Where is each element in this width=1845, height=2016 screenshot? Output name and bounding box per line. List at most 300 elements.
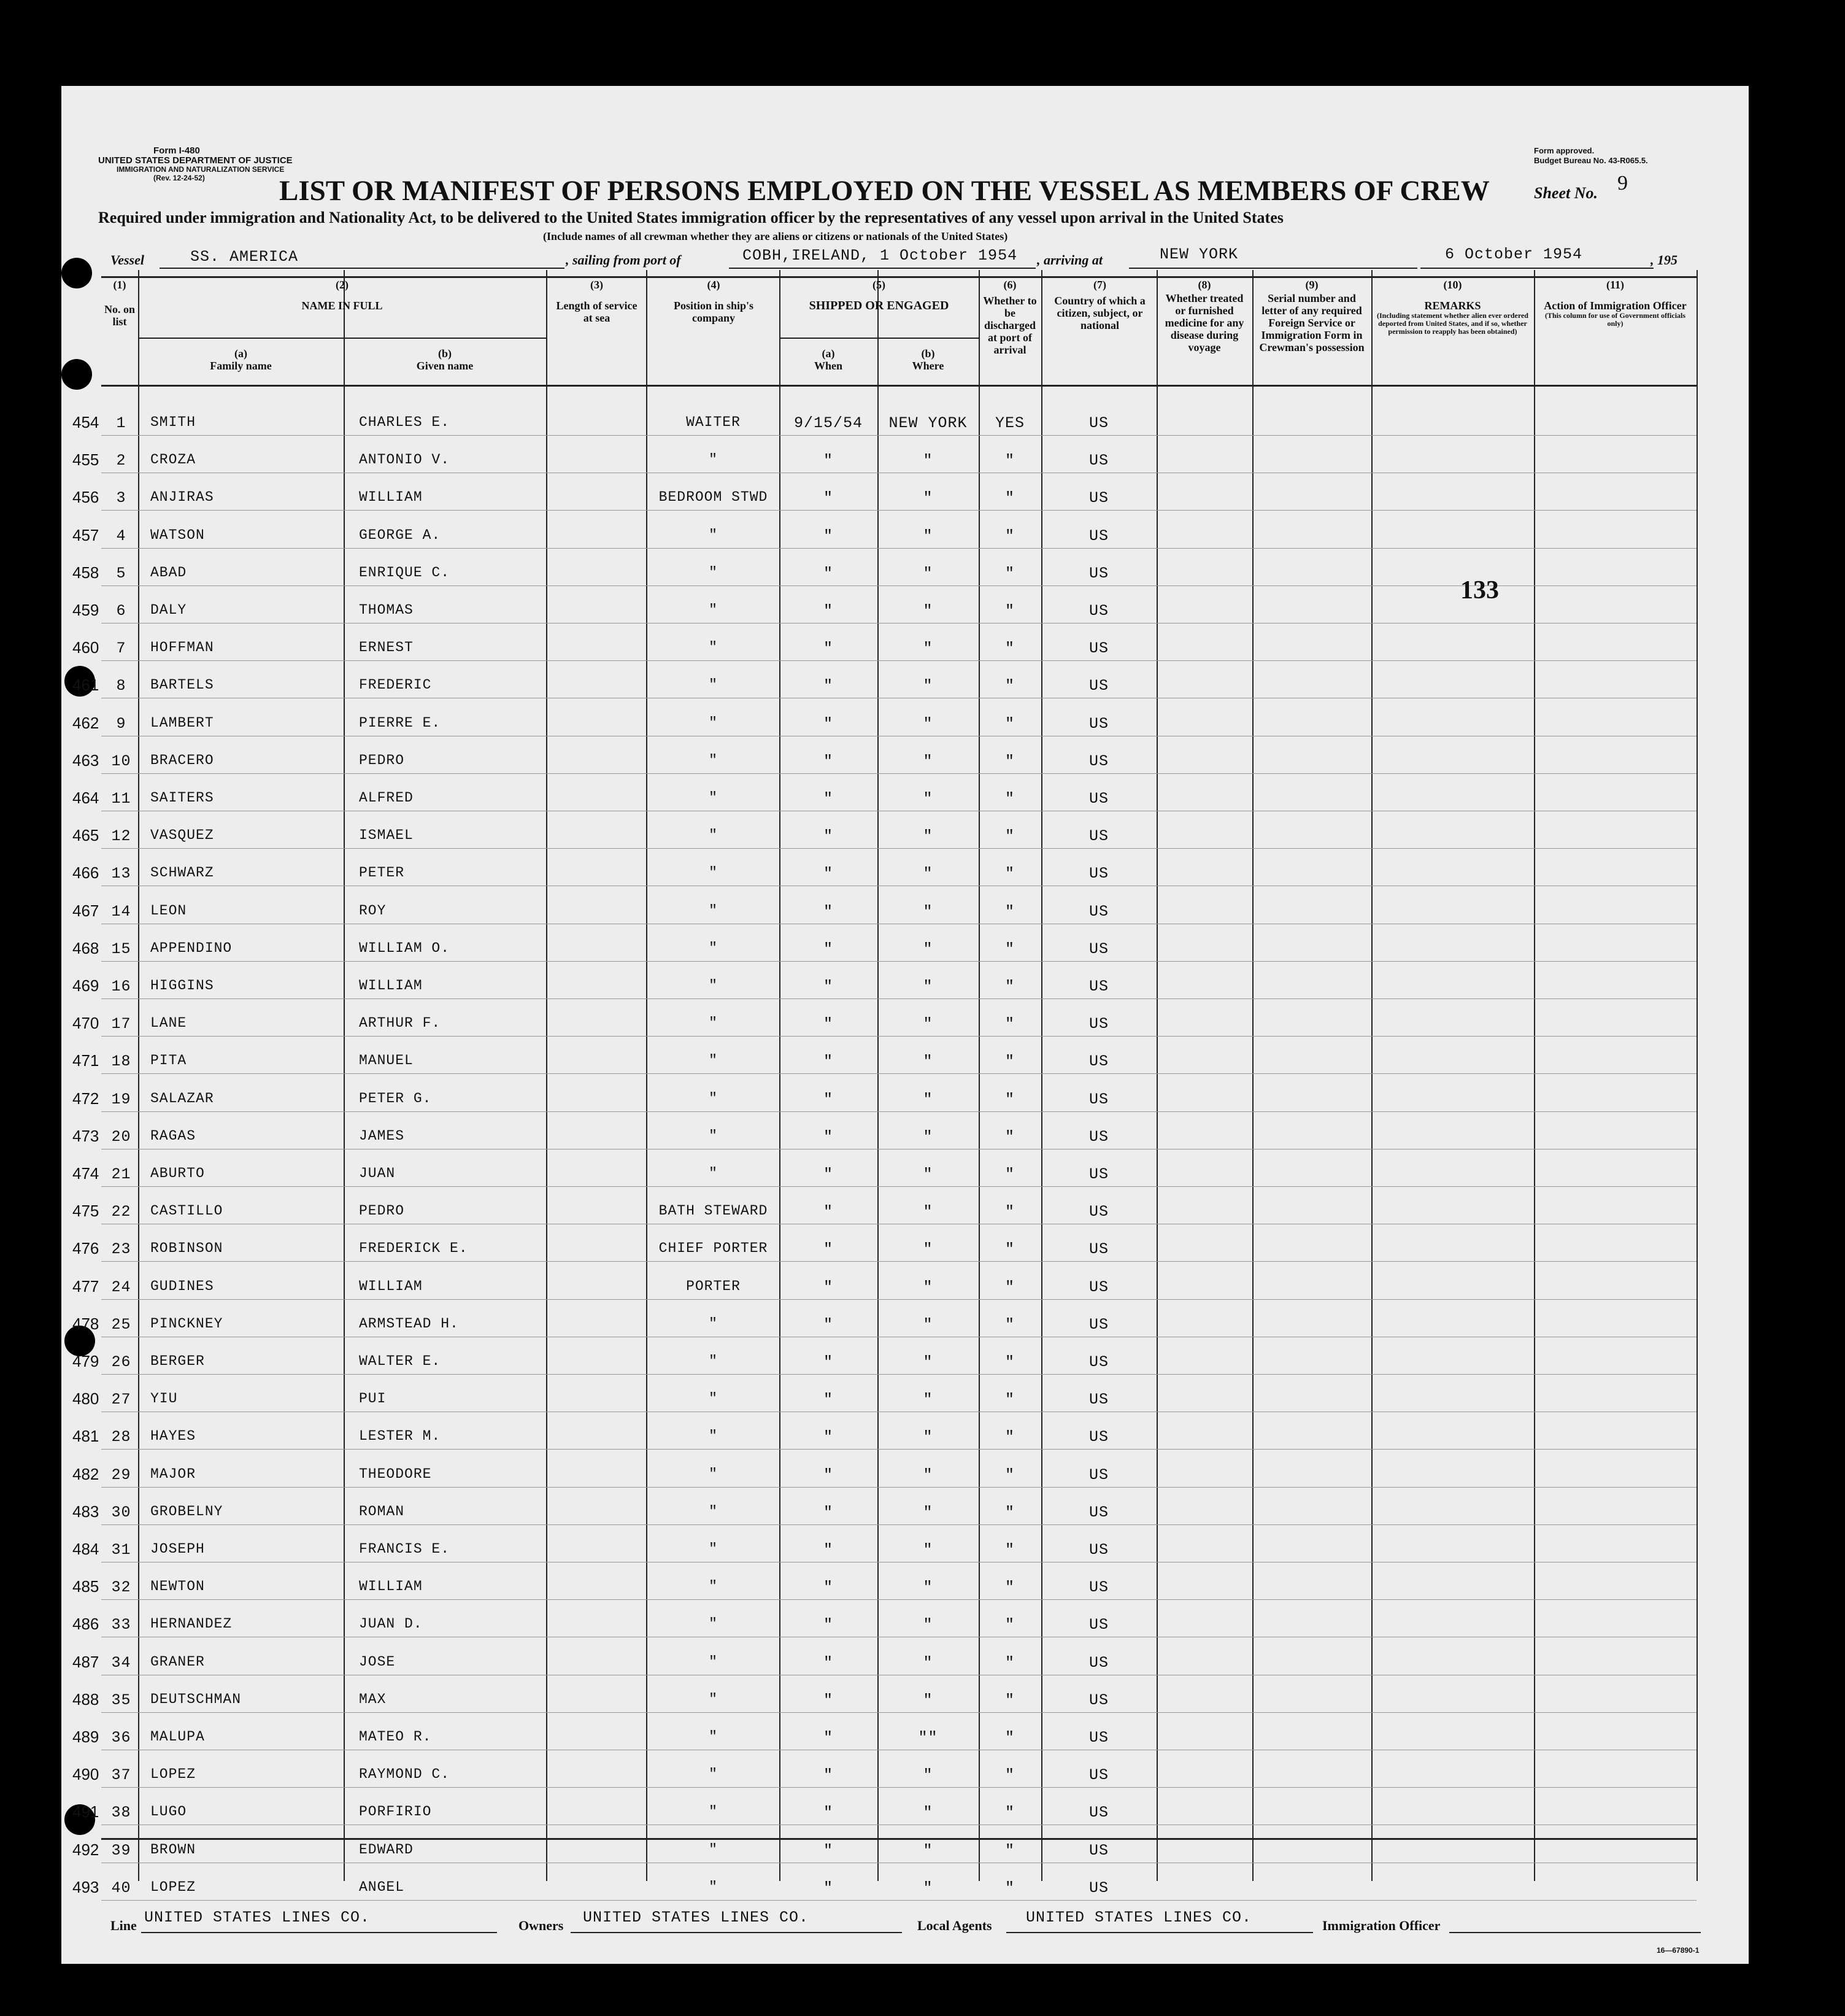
family-name: BRACERO [150, 752, 214, 768]
position: " [709, 452, 718, 468]
col4-header: (4) Position in ship's company [673, 279, 754, 324]
family-name: JOSEPH [150, 1541, 205, 1557]
discharged: " [1004, 1165, 1015, 1183]
country: US [1088, 827, 1109, 846]
discharged: " [1004, 940, 1015, 958]
form-number: Form I-480 [153, 145, 200, 156]
discharged: YES [995, 414, 1025, 432]
family-name: CASTILLO [150, 1203, 223, 1219]
row-rule [101, 1712, 1697, 1713]
given-name: PEDRO [359, 752, 405, 768]
shipped-where: " [923, 1841, 933, 1860]
position: " [709, 677, 718, 693]
family-name: CROZA [150, 452, 196, 468]
shipped-when: " [823, 714, 833, 733]
row-number: 32 [111, 1578, 131, 1597]
family-name: HIGGINS [150, 978, 214, 994]
position: " [709, 940, 718, 956]
shipped-when: " [823, 677, 833, 695]
given-name: THOMAS [359, 602, 414, 618]
col2a-header: (a) Family name [210, 347, 272, 372]
arriving-label: , arriving at [1037, 252, 1103, 268]
row-number: 7 [116, 639, 126, 658]
agents-value: UNITED STATES LINES CO. [1026, 1909, 1252, 1926]
sheet-label: Sheet No. [1534, 184, 1598, 202]
country: US [1088, 1503, 1109, 1521]
margin-list-number: 457 [72, 525, 99, 544]
shipped-where: " [923, 940, 933, 958]
row-rule [101, 1524, 1697, 1525]
discharged: " [1004, 1841, 1015, 1860]
given-name: EDWARD [359, 1841, 414, 1858]
discharged: " [1004, 1879, 1015, 1897]
shipped-when: " [823, 1841, 833, 1860]
shipped-when: " [823, 827, 833, 846]
shipped-where: " [923, 1879, 933, 1897]
family-name: LOPEZ [150, 1766, 196, 1783]
discharged: " [1004, 564, 1015, 582]
row-number: 13 [111, 865, 131, 883]
line-value: UNITED STATES LINES CO. [144, 1909, 371, 1926]
shipped-when: " [823, 1391, 833, 1409]
family-name: GROBELNY [150, 1503, 223, 1520]
family-name: PITA [150, 1052, 187, 1069]
agents-label: Local Agents [917, 1918, 992, 1933]
shipped-where: " [923, 1653, 933, 1672]
position: " [709, 1466, 718, 1482]
family-name: PINCKNEY [150, 1315, 223, 1332]
row-rule [101, 1111, 1697, 1112]
discharged: " [1004, 602, 1015, 620]
family-name: SMITH [150, 414, 196, 430]
given-name: MATEO R. [359, 1729, 432, 1745]
margin-list-number: 477 [72, 1276, 99, 1296]
row-rule [101, 623, 1697, 624]
shipped-when: " [823, 978, 833, 995]
country: US [1088, 1804, 1109, 1822]
discharged: " [1004, 1578, 1015, 1597]
row-number: 29 [111, 1466, 131, 1484]
row-number: 18 [111, 1052, 131, 1071]
family-name: ANJIRAS [150, 489, 214, 506]
position: CHIEF PORTER [658, 1240, 768, 1257]
shipped-where: " [923, 1503, 933, 1521]
discharged: " [1004, 1015, 1015, 1033]
margin-list-number: 463 [72, 751, 99, 770]
position: " [709, 639, 718, 656]
margin-list-number: 462 [72, 713, 99, 732]
col9-header: (9) Serial number and letter of any required Foreign Service or Immigration Form in Crewman's possession [1259, 279, 1365, 353]
position: " [709, 1541, 718, 1557]
row-number: 15 [111, 940, 131, 958]
discharged: " [1004, 1240, 1015, 1259]
row-rule [101, 585, 1697, 586]
row-number: 14 [111, 902, 131, 921]
family-name: ABURTO [150, 1165, 205, 1181]
shipped-when: " [823, 1165, 833, 1183]
given-name: JUAN [359, 1165, 396, 1181]
given-name: WILLIAM [359, 489, 423, 506]
given-name: FREDERIC [359, 677, 432, 693]
margin-list-number: 488 [72, 1690, 99, 1709]
shipped-when: " [823, 1541, 833, 1559]
shipped-when: " [823, 527, 833, 545]
owners-label: Owners [518, 1918, 564, 1933]
shipped-where: " [923, 714, 933, 733]
row-number: 35 [111, 1691, 131, 1709]
country: US [1088, 1428, 1109, 1446]
family-name: DEUTSCHMAN [150, 1691, 242, 1707]
row-number: 31 [111, 1541, 131, 1559]
shipped-where: "" [918, 1729, 938, 1747]
approval-line-1: Form approved. [1534, 146, 1595, 155]
shipped-where: " [923, 865, 933, 883]
shipped-where: " [923, 1203, 933, 1221]
shipped-when: " [823, 639, 833, 658]
country: US [1088, 1616, 1109, 1634]
shipped-where: " [923, 1466, 933, 1484]
col8-header: (8) Whether treated or furnished medicine for any disease during voyage [1165, 279, 1244, 353]
discharged: " [1004, 1428, 1015, 1446]
punch-hole [61, 258, 92, 288]
margin-list-number: 465 [72, 826, 99, 845]
given-name: FRANCIS E. [359, 1541, 450, 1557]
family-name: DALY [150, 602, 187, 618]
approval-line-2: Budget Bureau No. 43-R065.5. [1534, 156, 1648, 165]
position: " [709, 1052, 718, 1069]
given-name: THEODORE [359, 1466, 432, 1482]
row-rule [101, 435, 1697, 436]
country: US [1088, 1729, 1109, 1747]
row-rule [101, 1449, 1697, 1450]
country: US [1088, 1653, 1109, 1672]
margin-list-number: 455 [72, 450, 99, 469]
row-number: 12 [111, 827, 131, 846]
position: " [709, 1127, 718, 1144]
crew-table [101, 270, 1697, 1897]
row-rule [101, 510, 1697, 511]
margin-list-number: 489 [72, 1728, 99, 1746]
position: " [709, 1503, 718, 1520]
shipped-where: " [923, 1240, 933, 1259]
country: US [1088, 414, 1109, 432]
col5a-header: (a) When [814, 347, 842, 372]
family-name: LAMBERT [150, 714, 214, 731]
country: US [1088, 564, 1109, 582]
given-name: CHARLES E. [359, 414, 450, 430]
margin-list-number: 454 [72, 413, 99, 431]
shipped-where: " [923, 452, 933, 470]
discharged: " [1004, 677, 1015, 695]
margin-list-number: 487 [72, 1652, 99, 1671]
shipped-where: " [923, 564, 933, 582]
family-name: WATSON [150, 527, 205, 543]
family-name: LOPEZ [150, 1879, 196, 1895]
row-rule [101, 660, 1697, 661]
country: US [1088, 978, 1109, 995]
shipped-where: " [923, 1766, 933, 1785]
punch-hole [61, 359, 92, 390]
margin-list-number: 485 [72, 1577, 99, 1596]
position: " [709, 564, 718, 581]
position: " [709, 1879, 718, 1895]
margin-list-number: 472 [72, 1089, 99, 1108]
col2-header: (2) NAME IN FULL [301, 279, 383, 312]
row-number: 5 [116, 564, 126, 582]
sailing-from: COBH,IRELAND, 1 October 1954 [742, 247, 1018, 265]
shipped-where: NEW YORK [888, 414, 968, 432]
row-number: 24 [111, 1278, 131, 1296]
margin-list-number: 478 [72, 1314, 99, 1333]
margin-list-number: 458 [72, 563, 99, 582]
discharged: " [1004, 790, 1015, 808]
discharged: " [1004, 978, 1015, 995]
position: " [709, 714, 718, 731]
shipped-when: " [823, 790, 833, 808]
arrival-date: 6 October 1954 [1445, 245, 1583, 263]
discharged: " [1004, 1203, 1015, 1221]
officer-label: Immigration Officer [1322, 1918, 1441, 1933]
shipped-when: " [823, 1729, 833, 1747]
row-number: 28 [111, 1428, 131, 1446]
margin-list-number: 475 [72, 1202, 99, 1221]
family-name: HOFFMAN [150, 639, 214, 656]
country: US [1088, 790, 1109, 808]
position: " [709, 1804, 718, 1820]
discharged: " [1004, 1653, 1015, 1672]
position: " [709, 1090, 718, 1106]
country: US [1088, 1691, 1109, 1709]
country: US [1088, 1015, 1109, 1033]
form-subtitle-note: (Include names of all crewman whether they are aliens or citizens or nationals of the United States) [543, 230, 1008, 242]
row-number: 23 [111, 1240, 131, 1259]
row-number: 2 [116, 452, 126, 470]
row-number: 27 [111, 1391, 131, 1409]
discharged: " [1004, 1541, 1015, 1559]
margin-list-number: 476 [72, 1239, 99, 1258]
row-number: 22 [111, 1203, 131, 1221]
country: US [1088, 452, 1109, 470]
discharged: " [1004, 1691, 1015, 1709]
row-number: 1 [116, 414, 126, 432]
row-number: 21 [111, 1165, 131, 1183]
col5-header: (5) SHIPPED OR ENGAGED [809, 279, 949, 312]
margin-list-number: 456 [72, 488, 99, 507]
discharged: " [1004, 1466, 1015, 1484]
margin-list-number: 486 [72, 1615, 99, 1634]
row-number: 20 [111, 1127, 131, 1146]
shipped-when: " [823, 1616, 833, 1634]
margin-list-number: 461 [72, 676, 99, 695]
row-rule [101, 1073, 1697, 1074]
given-name: ALFRED [359, 790, 414, 806]
given-name: WILLIAM O. [359, 940, 450, 956]
row-number: 10 [111, 752, 131, 770]
shipped-where: " [923, 978, 933, 995]
sheet-number: 9 [1617, 172, 1628, 195]
shipped-when: " [823, 1127, 833, 1146]
country: US [1088, 1578, 1109, 1597]
country: US [1088, 1203, 1109, 1221]
margin-list-number: 473 [72, 1126, 99, 1145]
row-number: 16 [111, 978, 131, 995]
country: US [1088, 1278, 1109, 1296]
shipped-where: " [923, 527, 933, 545]
given-name: LESTER M. [359, 1428, 441, 1445]
shipped-where: " [923, 902, 933, 921]
country: US [1088, 639, 1109, 658]
family-name: BERGER [150, 1353, 205, 1369]
row-number: 4 [116, 527, 126, 545]
given-name: PETER G. [359, 1090, 432, 1106]
country: US [1088, 1090, 1109, 1108]
given-name: ENRIQUE C. [359, 564, 450, 581]
vessel-label: Vessel [110, 252, 144, 268]
position: " [709, 1428, 718, 1445]
margin-list-number: 483 [72, 1502, 99, 1521]
shipped-where: " [923, 1090, 933, 1108]
shipped-when: " [823, 1353, 833, 1371]
discharged: " [1004, 1503, 1015, 1521]
vessel-name: SS. AMERICA [190, 248, 299, 266]
margin-list-number: 484 [72, 1540, 99, 1558]
row-number: 39 [111, 1841, 131, 1860]
given-name: ROMAN [359, 1503, 405, 1520]
row-rule [101, 773, 1697, 774]
margin-list-number: 491 [72, 1802, 99, 1821]
margin-list-number: 474 [72, 1164, 99, 1183]
country: US [1088, 677, 1109, 695]
discharged: " [1004, 639, 1015, 658]
shipped-where: " [923, 1165, 933, 1183]
discharged: " [1004, 902, 1015, 921]
given-name: PORFIRIO [359, 1804, 432, 1820]
given-name: PUI [359, 1391, 387, 1407]
shipped-when: " [823, 1466, 833, 1484]
shipped-when: " [823, 1315, 833, 1334]
position: " [709, 602, 718, 618]
shipped-when: " [823, 1203, 833, 1221]
given-name: PEDRO [359, 1203, 405, 1219]
country: US [1088, 1052, 1109, 1071]
form-subtitle: Required under immigration and Nationality Act, to be delivered to the United States immigration officer by the representatives of any vessel upon arrival in the United States [98, 209, 1284, 226]
row-rule [101, 548, 1697, 549]
row-number: 36 [111, 1729, 131, 1747]
shipped-where: " [923, 1127, 933, 1146]
margin-list-number: 470 [72, 1014, 99, 1033]
discharged: " [1004, 1391, 1015, 1409]
given-name: MAX [359, 1691, 387, 1707]
country: US [1088, 1841, 1109, 1860]
position: WAITER [686, 414, 741, 430]
shipped-when: " [823, 564, 833, 582]
shipped-where: " [923, 1578, 933, 1597]
country: US [1088, 1127, 1109, 1146]
family-name: LEON [150, 902, 187, 919]
sailing-label: , sailing from port of [566, 252, 681, 268]
country: US [1088, 940, 1109, 958]
row-number: 6 [116, 602, 126, 620]
row-rule [101, 1186, 1697, 1187]
row-number: 8 [116, 677, 126, 695]
shipped-when: " [823, 1766, 833, 1785]
remarks-stamp: 133 [1460, 576, 1499, 604]
country: US [1088, 1165, 1109, 1183]
country: US [1088, 1353, 1109, 1371]
shipped-when: " [823, 1052, 833, 1071]
country: US [1088, 489, 1109, 508]
discharged: " [1004, 1127, 1015, 1146]
row-rule [101, 1487, 1697, 1488]
form-code: 16—67890-1 [1657, 1946, 1700, 1955]
position: " [709, 527, 718, 543]
shipped-where: " [923, 1391, 933, 1409]
shipped-where: " [923, 677, 933, 695]
row-number: 3 [116, 489, 126, 508]
row-number: 34 [111, 1653, 131, 1672]
position: " [709, 1391, 718, 1407]
discharged: " [1004, 1090, 1015, 1108]
family-name: MALUPA [150, 1729, 205, 1745]
country: US [1088, 1766, 1109, 1785]
row-number: 25 [111, 1315, 131, 1334]
col1-header: (1) No. on list [104, 279, 135, 328]
margin-list-number: 467 [72, 901, 99, 920]
row-number: 17 [111, 1015, 131, 1033]
country: US [1088, 865, 1109, 883]
shipped-where: " [923, 602, 933, 620]
position: " [709, 1578, 718, 1595]
country: US [1088, 1315, 1109, 1334]
form-title: LIST OR MANIFEST OF PERSONS EMPLOYED ON THE VESSEL AS MEMBERS OF CREW [279, 175, 1490, 207]
owners-value: UNITED STATES LINES CO. [583, 1909, 809, 1926]
row-rule [101, 1036, 1697, 1037]
family-name: HERNANDEZ [150, 1616, 233, 1632]
shipped-when: " [823, 1015, 833, 1033]
discharged: " [1004, 714, 1015, 733]
country: US [1088, 1240, 1109, 1259]
family-name: HAYES [150, 1428, 196, 1445]
col7-header: (7) Country of which a citizen, subject, or national [1054, 279, 1146, 331]
country: US [1088, 1391, 1109, 1409]
shipped-when: " [823, 940, 833, 958]
family-name: LANE [150, 1015, 187, 1032]
family-name: MAJOR [150, 1466, 196, 1482]
position: " [709, 1653, 718, 1670]
position: " [709, 1616, 718, 1632]
row-number: 33 [111, 1616, 131, 1634]
position: BATH STEWARD [658, 1203, 768, 1219]
family-name: VASQUEZ [150, 827, 214, 844]
family-name: BARTELS [150, 677, 214, 693]
row-number: 30 [111, 1503, 131, 1521]
country: US [1088, 714, 1109, 733]
discharged: " [1004, 1353, 1015, 1371]
col2b-header: (b) Given name [416, 347, 474, 372]
shipped-when: " [823, 1691, 833, 1709]
agency-line-1: UNITED STATES DEPARTMENT OF JUSTICE [98, 155, 293, 166]
shipped-where: " [923, 1052, 933, 1071]
margin-list-number: 464 [72, 789, 99, 807]
position: " [709, 1165, 718, 1181]
given-name: PIERRE E. [359, 714, 441, 731]
line-label: Line [110, 1918, 137, 1933]
shipped-when: " [823, 1879, 833, 1897]
position: PORTER [686, 1278, 741, 1294]
family-name: SAITERS [150, 790, 214, 806]
discharged: " [1004, 827, 1015, 846]
position: " [709, 1015, 718, 1032]
